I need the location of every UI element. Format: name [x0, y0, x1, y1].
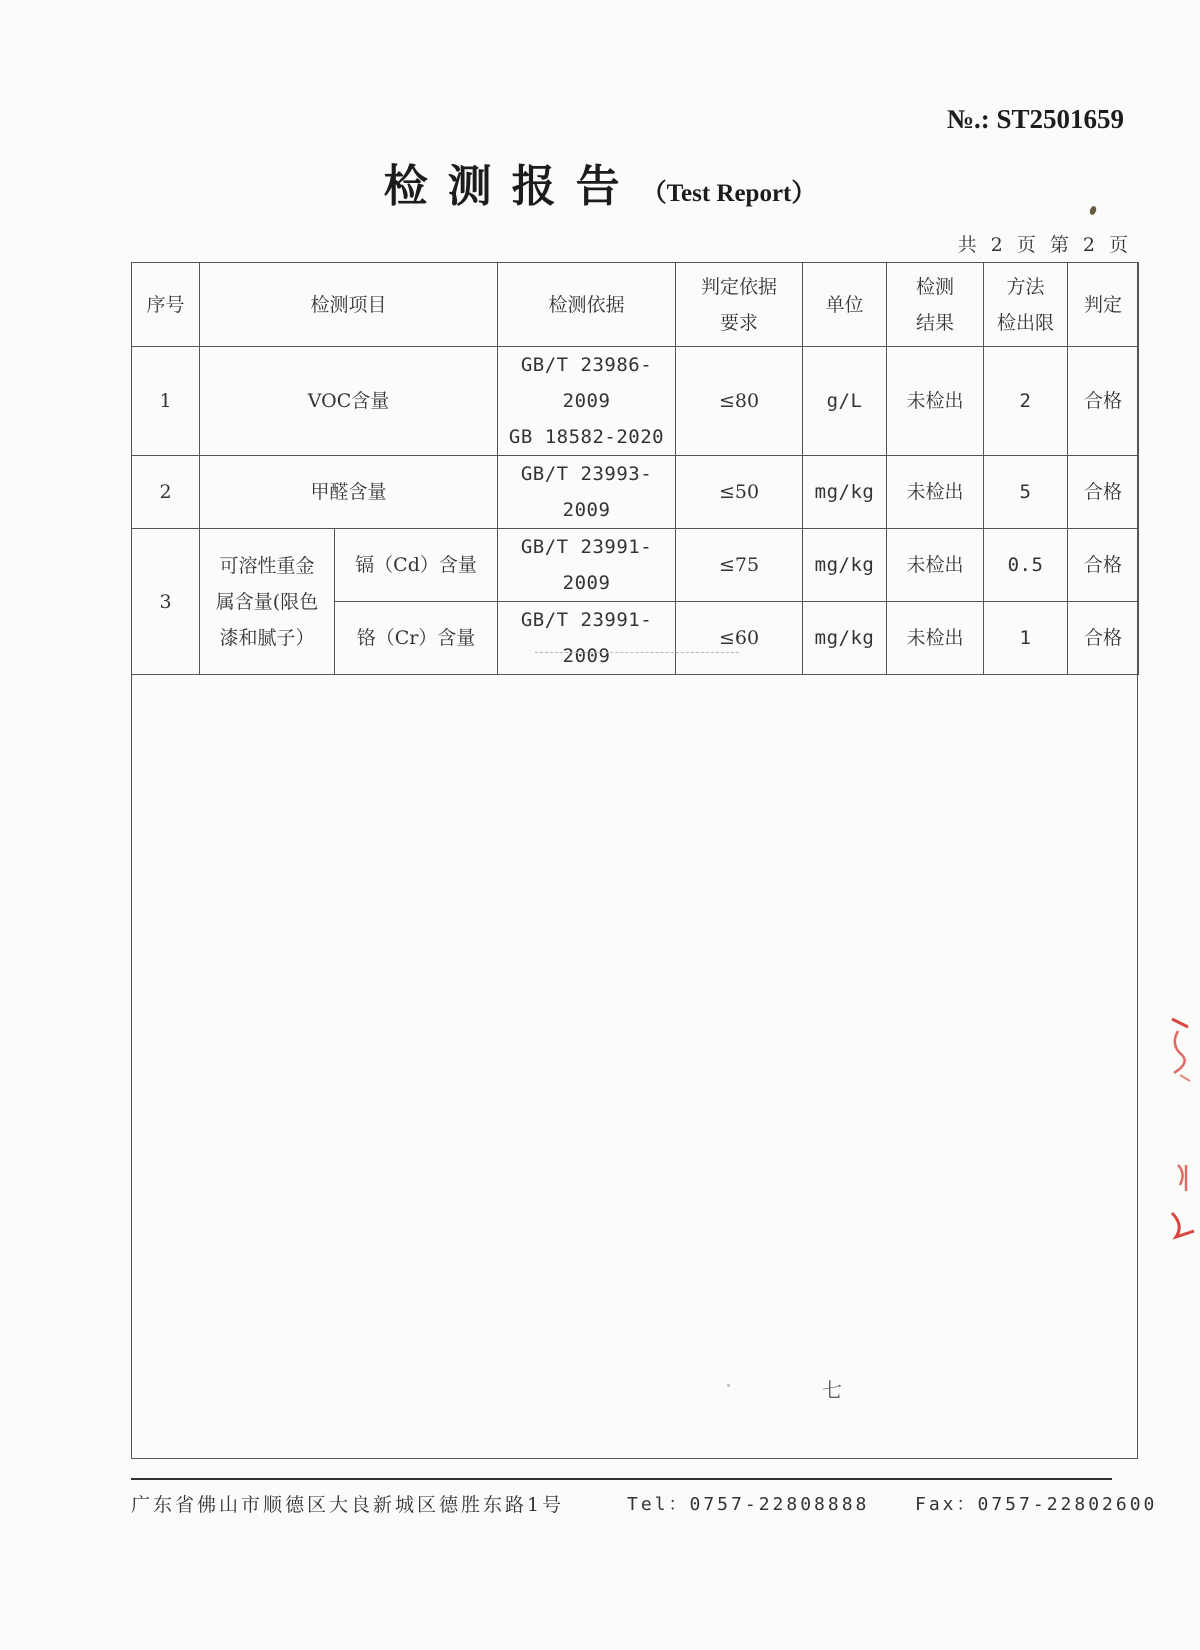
table-row	[132, 456, 1139, 529]
header-item: 检测项目	[200, 263, 498, 347]
cell-verdict: 合格	[1068, 529, 1139, 602]
cell-group-item	[200, 529, 335, 675]
header-requirement-line2: 要求	[720, 311, 759, 334]
header-limit-line2: 检出限	[997, 311, 1055, 334]
cell-limit: 1	[984, 602, 1068, 675]
cell-unit: mg/kg	[803, 529, 887, 602]
cell-item: 甲醛含量	[200, 456, 498, 529]
footer-rule	[131, 1478, 1112, 1480]
cell-limit: 2	[984, 347, 1068, 456]
cell-unit: g/L	[803, 347, 887, 456]
header-result	[887, 263, 984, 347]
cell-result: 未检出	[887, 529, 984, 602]
table-row	[132, 529, 1139, 602]
stray-dot	[727, 1384, 730, 1387]
group-item-line1: 可溶性重金	[219, 554, 315, 577]
cell-unit: mg/kg	[803, 602, 887, 675]
cell-seq: 2	[132, 456, 200, 529]
cell-requirement: ≤80	[676, 347, 803, 456]
cell-item: VOC含量	[200, 347, 498, 456]
cell-basis: GB/T 23991-2009	[498, 529, 676, 602]
header-unit: 单位	[803, 263, 887, 347]
cell-seq: 3	[132, 529, 200, 675]
cell-seq: 1	[132, 347, 200, 456]
cell-verdict: 合格	[1068, 456, 1139, 529]
seal-stamp-edge	[1160, 1015, 1200, 1245]
footer-tel: Tel：0757-22808888	[627, 1494, 870, 1515]
cell-basis: GB/T 23993-2009	[498, 456, 676, 529]
stray-mark: 七	[822, 1378, 842, 1402]
cell-subitem: 铬（Cr）含量	[335, 602, 498, 675]
footer-fax: Fax：0757-22802600	[915, 1494, 1158, 1515]
cell-verdict: 合格	[1068, 602, 1139, 675]
header-requirement-line1: 判定依据	[701, 275, 778, 298]
cell-subitem: 镉（Cd）含量	[335, 529, 498, 602]
results-table	[131, 262, 1139, 675]
header-limit	[984, 263, 1068, 347]
cell-verdict: 合格	[1068, 347, 1139, 456]
end-of-table-dash-line	[535, 652, 739, 653]
footer-address: 广东省佛山市顺德区大良新城区德胜东路1号	[131, 1494, 565, 1516]
cell-result: 未检出	[887, 456, 984, 529]
cell-unit: mg/kg	[803, 456, 887, 529]
cell-requirement: ≤60	[676, 602, 803, 675]
header-result-line1: 检测	[916, 275, 955, 298]
cell-result: 未检出	[887, 602, 984, 675]
cell-basis: GB/T 23991-2009	[498, 602, 676, 675]
cell-basis	[498, 347, 676, 456]
group-item-line2: 属含量(限色	[215, 590, 319, 613]
header-seq: 序号	[132, 263, 200, 347]
table-row	[132, 347, 1139, 456]
cell-result: 未检出	[887, 347, 984, 456]
cell-basis-line2: GB 18582-2020	[508, 426, 665, 448]
cell-basis-line1: GB/T 23986-2009	[520, 354, 653, 412]
report-number: №.: ST2501659	[946, 104, 1124, 134]
page-indicator: 共 2 页 第 2 页	[957, 234, 1132, 256]
header-result-line2: 结果	[916, 311, 955, 334]
page-title	[0, 150, 1200, 214]
header-limit-line1: 方法	[1006, 275, 1045, 298]
cell-requirement: ≤75	[676, 529, 803, 602]
group-item-line3: 漆和腻子）	[219, 626, 315, 649]
header-requirement	[676, 263, 803, 347]
cell-limit: 0.5	[984, 529, 1068, 602]
title-english: （Test Report）	[641, 180, 817, 207]
cell-requirement: ≤50	[676, 456, 803, 529]
title-chinese: 检测报告	[383, 161, 640, 212]
table-header-row	[132, 263, 1139, 347]
header-basis: 检测依据	[498, 263, 676, 347]
header-verdict: 判定	[1068, 263, 1139, 347]
cell-limit: 5	[984, 456, 1068, 529]
